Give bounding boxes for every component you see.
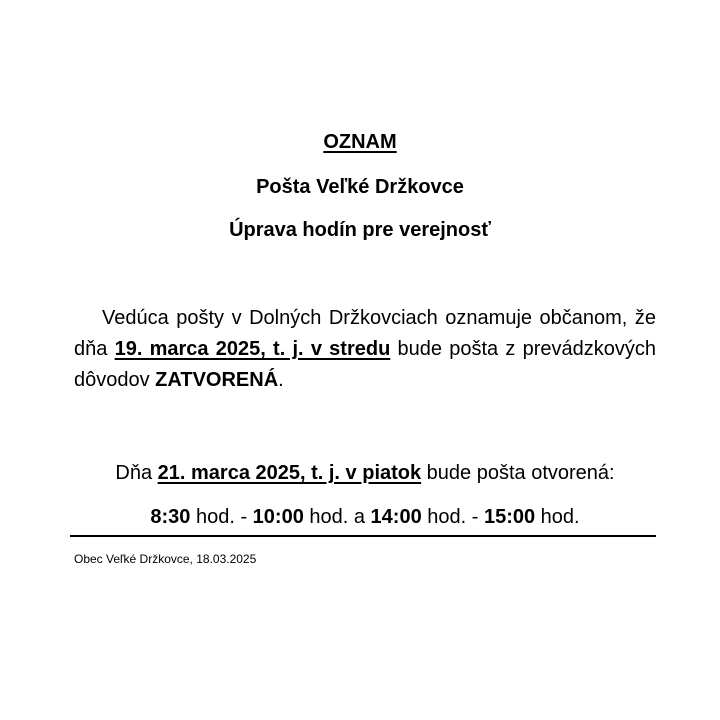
hours-unit-1: hod. - <box>190 506 253 528</box>
hours-end-2: 15:00 <box>483 506 536 528</box>
closure-end: . <box>278 369 284 391</box>
opening-prefix: Dňa <box>115 462 158 484</box>
footer-signature: Obec Veľké Držkovce, 18.03.2025 <box>74 552 257 566</box>
opening-suffix: bude pošta otvorená: <box>421 462 615 484</box>
hours-unit-3: hod. - <box>421 506 484 528</box>
opening-paragraph <box>74 458 656 489</box>
closure-paragraph <box>74 303 656 396</box>
notice-title: OZNAM <box>323 131 397 153</box>
closure-date: 19. marca 2025, t. j. v stredu <box>114 338 391 360</box>
hours-start-1: 8:30 <box>150 506 191 528</box>
opening-hours <box>74 502 656 533</box>
hours-unit-4: hod. <box>535 506 580 528</box>
closure-intro: Vedúca pošty v Dolných Držkovciach oznamuje občanom, že dňa <box>74 307 656 360</box>
closed-word: ZATVORENÁ <box>155 369 279 391</box>
post-office-name: Pošta Veľké Držkovce <box>256 176 464 198</box>
hours-end-1: 10:00 <box>252 506 304 528</box>
hours-unit-2: hod. a <box>303 506 371 528</box>
notice-heading: Úprava hodín pre verejnosť <box>229 219 491 241</box>
opening-date: 21. marca 2025, t. j. v piatok <box>157 462 422 484</box>
closure-middle: bude pošta z prevádzkových dôvodov <box>74 338 656 391</box>
hours-start-2: 14:00 <box>370 506 422 528</box>
horizontal-divider <box>70 535 656 537</box>
